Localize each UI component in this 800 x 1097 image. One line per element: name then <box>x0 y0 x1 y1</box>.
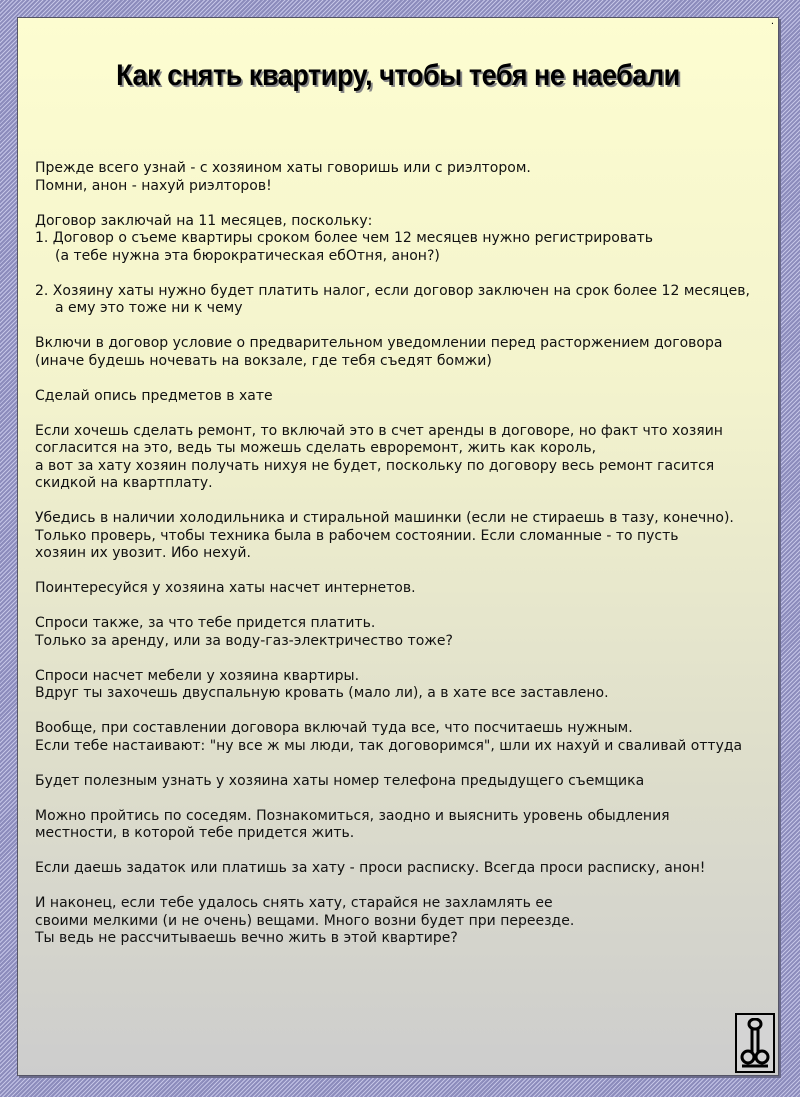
paragraph <box>35 720 780 755</box>
paragraph-line: И наконец, если тебе удалось снять хату, старайся не захламлять ее <box>35 895 553 911</box>
paragraph-line: Договор заключай на 11 месяцев, поскольку: <box>35 212 373 229</box>
paragraph-line: скидкой на квартплату. <box>35 475 213 491</box>
paragraph-line: Можно пройтись по соседям. Познакомиться, заодно и выяснить уровень обыдления <box>35 807 670 824</box>
paragraph <box>35 808 780 843</box>
paragraph <box>35 423 780 493</box>
paragraph <box>35 510 780 563</box>
paragraph <box>35 895 780 948</box>
article-body <box>35 160 780 965</box>
paragraph-line: Включи в договор условие о предварительном уведомлении перед расторжением договора <box>35 335 723 351</box>
document-sheet <box>17 17 779 1076</box>
paragraph-line: Убедись в наличии холодильника и стиральной машинки (если не стираешь в тазу, конечно). <box>35 510 734 526</box>
paragraph-line: Если хочешь сделать ремонт, то включай это в счет аренды в договоре, но факт что хозяин <box>35 422 723 439</box>
pictogram-logo-icon <box>735 1013 775 1073</box>
page-title: Как снять квартиру, чтобы тебя не наебали <box>116 59 680 92</box>
paragraph <box>35 773 780 791</box>
paragraph-line: местности, в которой тебе придется жить. <box>35 825 355 841</box>
paragraph-line: а вот за хату хозяин получать нихуя не будет, поскольку по договору весь ремонт гасится <box>35 457 715 474</box>
paragraph <box>35 860 780 878</box>
paragraph-line: Спроси также, за что тебе придется платить. <box>35 615 376 631</box>
paragraph <box>35 213 780 266</box>
paragraph-line: Если тебе настаивают: "ну все ж мы люди, так договоримся", шли их нахуй и сваливай оттуда <box>35 737 743 754</box>
paragraph <box>35 668 780 703</box>
paragraph-line: Ты ведь не рассчитываешь вечно жить в этой квартире? <box>35 930 458 946</box>
paragraph-line: Только за аренду, или за воду-газ-электричество тоже? <box>35 632 453 649</box>
paragraph <box>35 335 780 370</box>
paragraph-line: (иначе будешь ночевать на вокзале, где тебя съедят бомжи) <box>35 352 492 369</box>
paragraph-line: Помни, анон - нахуй риэлторов! <box>35 177 272 194</box>
paragraph-line: 1. Договор о съеме квартиры сроком более чем 12 месяцев нужно регистрировать <box>35 230 654 246</box>
paragraph-line: Будет полезным узнать у хозяина хаты номер телефона предыдущего съемщика <box>35 772 645 789</box>
paragraph-line: хозяин их увозит. Ибо нехуй. <box>35 545 251 561</box>
paragraph <box>35 615 780 650</box>
corner-mark: · <box>770 19 774 30</box>
paragraph-line: Спроси насчет мебели у хозяина квартиры. <box>35 667 360 684</box>
paragraph <box>35 388 780 406</box>
paragraph-line: Вообще, при составлении договора включай туда все, что посчитаешь нужным. <box>35 720 633 736</box>
paragraph-line: Сделай опись предметов в хате <box>35 387 273 404</box>
paragraph-line: согласится на это, ведь ты можешь сделать евроремонт, жить как король, <box>35 440 597 456</box>
paragraph-line: своими мелкими (и не очень) вещами. Много возни будет при переезде. <box>35 912 575 929</box>
logo-glyph-icon <box>740 1018 770 1068</box>
paragraph-line: а ему это тоже ни к чему <box>55 300 243 316</box>
paragraph-line: Вдруг ты захочешь двуспальную кровать (мало ли), а в хате все заставлено. <box>35 685 609 701</box>
paragraph-line: Только проверь, чтобы техника была в рабочем состоянии. Если сломанные - то пусть <box>35 527 679 544</box>
paragraph-line: Поинтересуйся у хозяина хаты насчет интернетов. <box>35 580 416 596</box>
paragraph-line: Если даешь задаток или платишь за хату - проси расписку. Всегда проси расписку, анон! <box>35 860 706 876</box>
paragraph-line: Прежде всего узнай - с хозяином хаты говоришь или с риэлтором. <box>35 160 531 176</box>
paragraph <box>35 283 780 318</box>
paragraph <box>35 580 780 598</box>
paragraph <box>35 160 780 195</box>
paragraph-line: 2. Хозяину хаты нужно будет платить налог, если договор заключен на срок более 12 месяцев, <box>35 282 750 299</box>
paragraph-line: (а тебе нужна эта бюрократическая ебОтня, анон?) <box>55 247 440 264</box>
